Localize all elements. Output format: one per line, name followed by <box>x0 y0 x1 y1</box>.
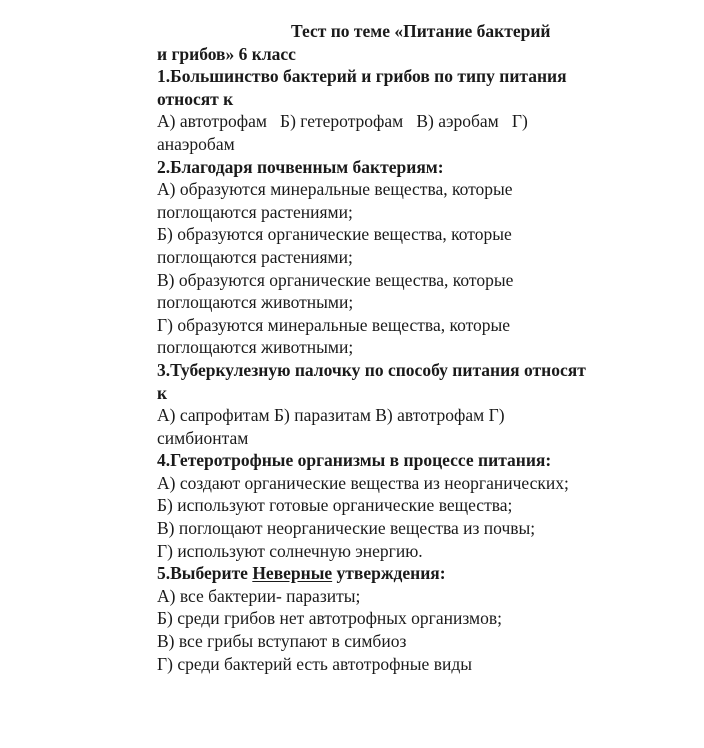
question-5-option-c: В) все грибы вступают в симбиоз <box>157 631 407 652</box>
question-2-option-d: Г) образуются минеральные вещества, которые поглощаются животными; <box>157 314 511 358</box>
question-1-options: А) автотрофам Б) гетеротрофам В) аэробам Г) анаэробам <box>157 111 533 154</box>
question-2-option-c: В) образуются органические вещества, которые поглощаются животными; <box>157 269 514 313</box>
question-5-option-b: Б) среди грибов нет автотрофных организмов; <box>157 608 502 629</box>
question-5-underlined-word: Неверные <box>252 563 333 584</box>
question-5-option-a: А) все бактерии- паразиты; <box>157 585 361 606</box>
question-3: 3.Туберкулезную палочку по способу питания относят к <box>157 359 586 403</box>
title-line-2: и грибов» 6 класс <box>157 43 296 64</box>
question-1: 1.Большинство бактерий и грибов по типу питания относят к <box>157 66 567 109</box>
title-line-1: Тест по теме «Питание бактерий <box>291 21 551 41</box>
question-5-prefix: 5.Выберите <box>157 563 253 584</box>
question-2-option-a: А) образуются минеральные вещества, которые поглощаются растениями; <box>157 179 513 222</box>
question-4: 4.Гетеротрофные организмы в процессе питания: <box>157 450 552 471</box>
question-4-option-c: В) поглощают неорганические вещества из почвы; <box>157 518 536 539</box>
question-5 <box>157 562 597 585</box>
test-text <box>157 20 597 675</box>
question-5-suffix: утверждения: <box>332 563 446 584</box>
question-2-option-b: Б) образуются органические вещества, которые поглощаются растениями; <box>157 224 512 267</box>
question-4-option-d: Г) используют солнечную энергию. <box>157 540 423 561</box>
question-2: 2.Благодаря почвенным бактериям: <box>157 156 444 177</box>
question-3-options: А) сапрофитам Б) паразитам В) автотрофам Г) симбионтам <box>157 405 505 448</box>
question-4-option-b: Б) используют готовые органические вещества; <box>157 495 513 516</box>
question-4-option-a: А) создают органические вещества из неорганических; <box>157 472 569 493</box>
question-5-option-d: Г) среди бактерий есть автотрофные виды <box>157 653 472 674</box>
